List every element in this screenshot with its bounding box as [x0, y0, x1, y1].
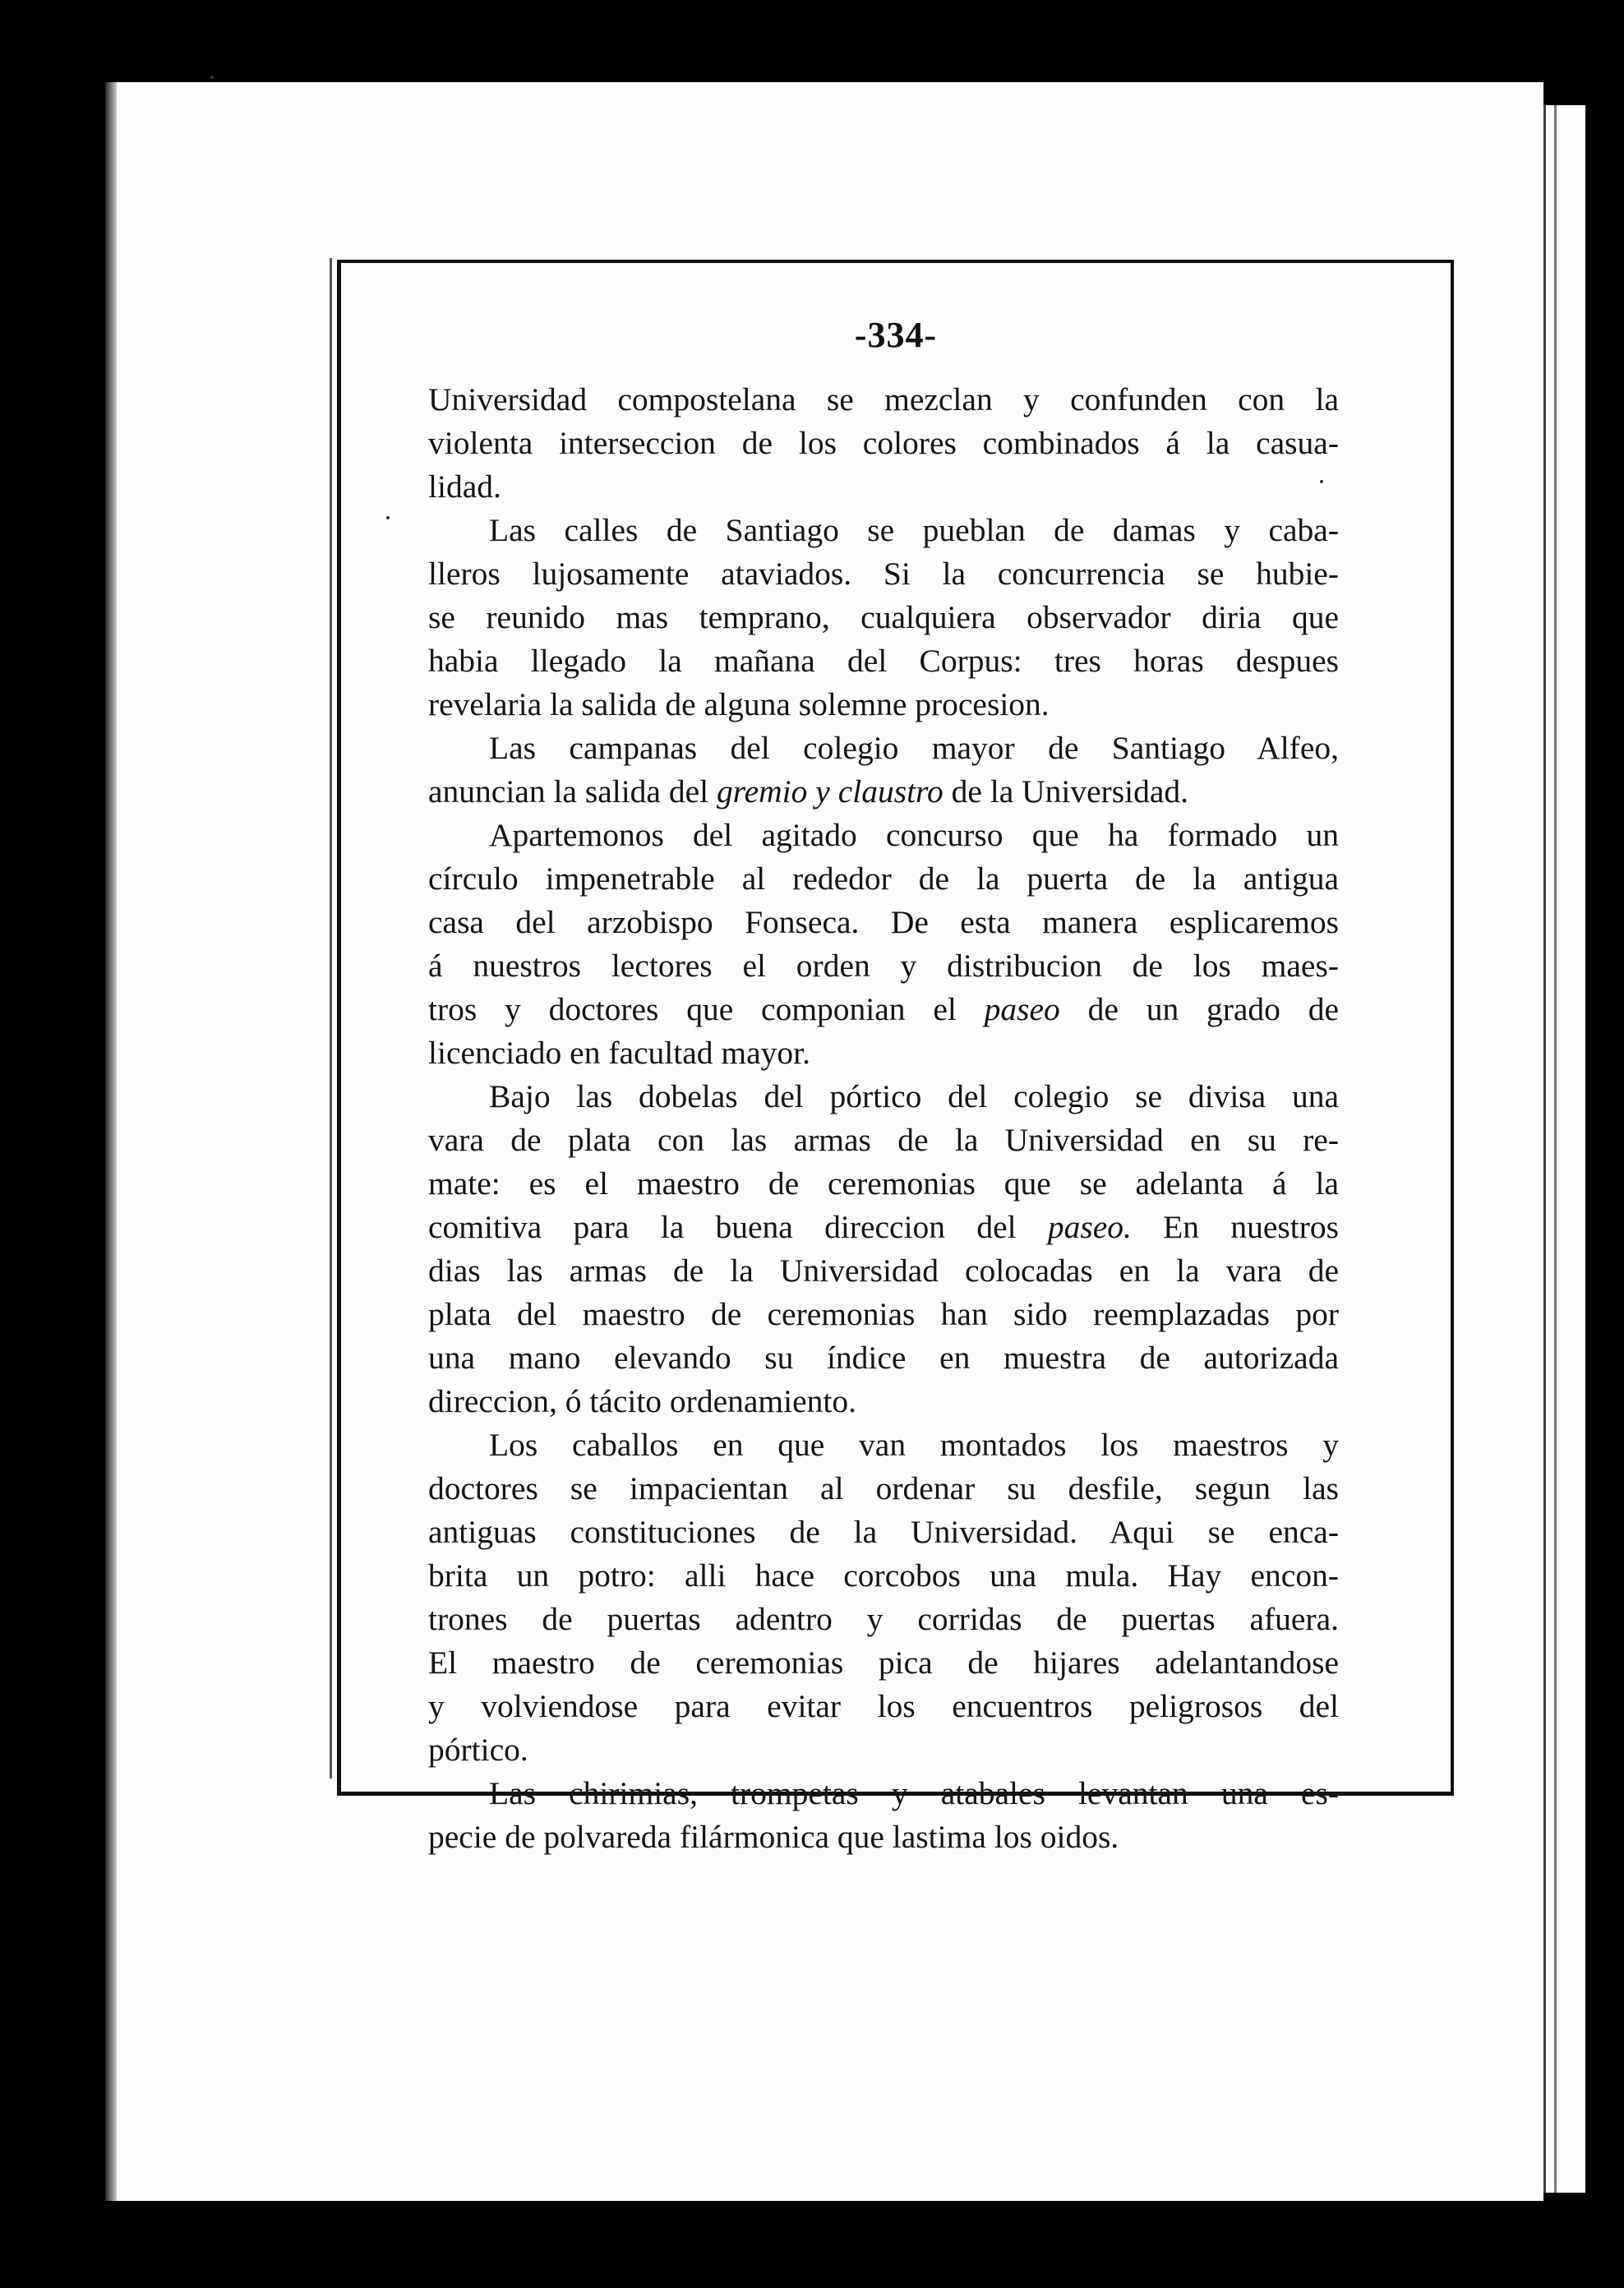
text-line [428, 770, 1339, 814]
text-line [428, 988, 1339, 1031]
text-line: violenta interseccion de los colores combinados á la casua- [428, 425, 1339, 461]
text-line: licenciado en facultad mayor. [428, 1035, 811, 1071]
text-line: doctores se impacientan al ordenar su desfile, segun las [428, 1470, 1339, 1506]
text-line: Las campanas del colegio mayor de Santiago Alfeo, [489, 730, 1339, 766]
text-segment: En nuestros [1131, 1209, 1339, 1245]
page-binding-edge [105, 82, 117, 2201]
text-line: pecie de polvareda filármonica que lastima los oidos. [428, 1819, 1119, 1855]
ink-speck [210, 76, 214, 79]
text-line: una mano elevando su índice en muestra de autorizada [428, 1340, 1339, 1376]
text-line: Bajo las dobelas del pórtico del colegio se divisa una [489, 1078, 1339, 1114]
text-line: plata del maestro de ceremonias han sido reemplazadas por [428, 1296, 1339, 1332]
text-line: Los caballos en que van montados los maestros y [489, 1427, 1339, 1463]
text-line: lidad. [428, 468, 501, 505]
text-segment: comitiva para la buena direccion del [428, 1209, 1048, 1245]
text-line: mate: es el maestro de ceremonias que se adelanta á la [428, 1165, 1339, 1202]
text-line: y volviendose para evitar los encuentros peligrosos del [428, 1688, 1339, 1724]
page-number: -334- [854, 315, 938, 355]
ink-speck [386, 516, 390, 519]
text-line: Universidad compostelana se mezclan y confunden con la [428, 381, 1339, 417]
text-line: habia llegado la mañana del Corpus: tres horas despues [428, 643, 1339, 679]
text-line: El maestro de ceremonias pica de hijares adelantandose [428, 1644, 1339, 1681]
text-line: vara de plata con las armas de la Universidad en su re- [428, 1122, 1339, 1158]
italic-term: paseo. [1047, 1209, 1132, 1245]
italic-term: gremio y claustro [716, 773, 943, 810]
text-line: casa del arzobispo Fonseca. De esta manera esplicaremos [428, 904, 1339, 940]
italic-term: paseo [984, 991, 1060, 1027]
text-line: antiguas constituciones de la Universidad. Aqui se enca- [428, 1514, 1339, 1550]
text-line: pórtico. [428, 1732, 528, 1768]
text-line: lleros lujosamente ataviados. Si la concurrencia se hubie- [428, 556, 1339, 592]
text-segment: de la Universidad. [943, 773, 1189, 810]
text-line: Apartemonos del agitado concurso que ha formado un [489, 817, 1339, 853]
text-line: Las chirimias, trompetas y atabales levantan una es- [489, 1775, 1339, 1811]
text-line: se reunido mas temprano, cualquiera observador diria que [428, 599, 1339, 635]
next-page-edge [1543, 105, 1585, 2193]
body-text [428, 378, 1339, 1859]
ink-speck [1320, 480, 1323, 483]
text-frame [337, 260, 1454, 1855]
text-segment: tros y doctores que componian el [428, 991, 985, 1027]
text-line: brita un potro: alli hace corcobos una mula. Hay encon- [428, 1557, 1339, 1594]
text-line: trones de puertas adentro y corridas de puertas afuera. [428, 1601, 1339, 1637]
text-line [428, 1206, 1339, 1249]
text-line: á nuestros lectores el orden y distribucion de los maes- [428, 948, 1339, 984]
text-line: dias las armas de la Universidad colocadas en la vara de [428, 1252, 1339, 1289]
text-segment: anuncian la salida del [428, 773, 717, 810]
text-segment: de un grado de [1059, 991, 1339, 1027]
text-line: revelaria la salida de alguna solemne procesion. [428, 686, 1050, 722]
text-line: círculo impenetrable al rededor de la puerta de la antigua [428, 860, 1339, 897]
text-line: direccion, ó tácito ordenamiento. [428, 1383, 856, 1419]
text-line: Las calles de Santiago se pueblan de damas y caba- [489, 512, 1339, 548]
